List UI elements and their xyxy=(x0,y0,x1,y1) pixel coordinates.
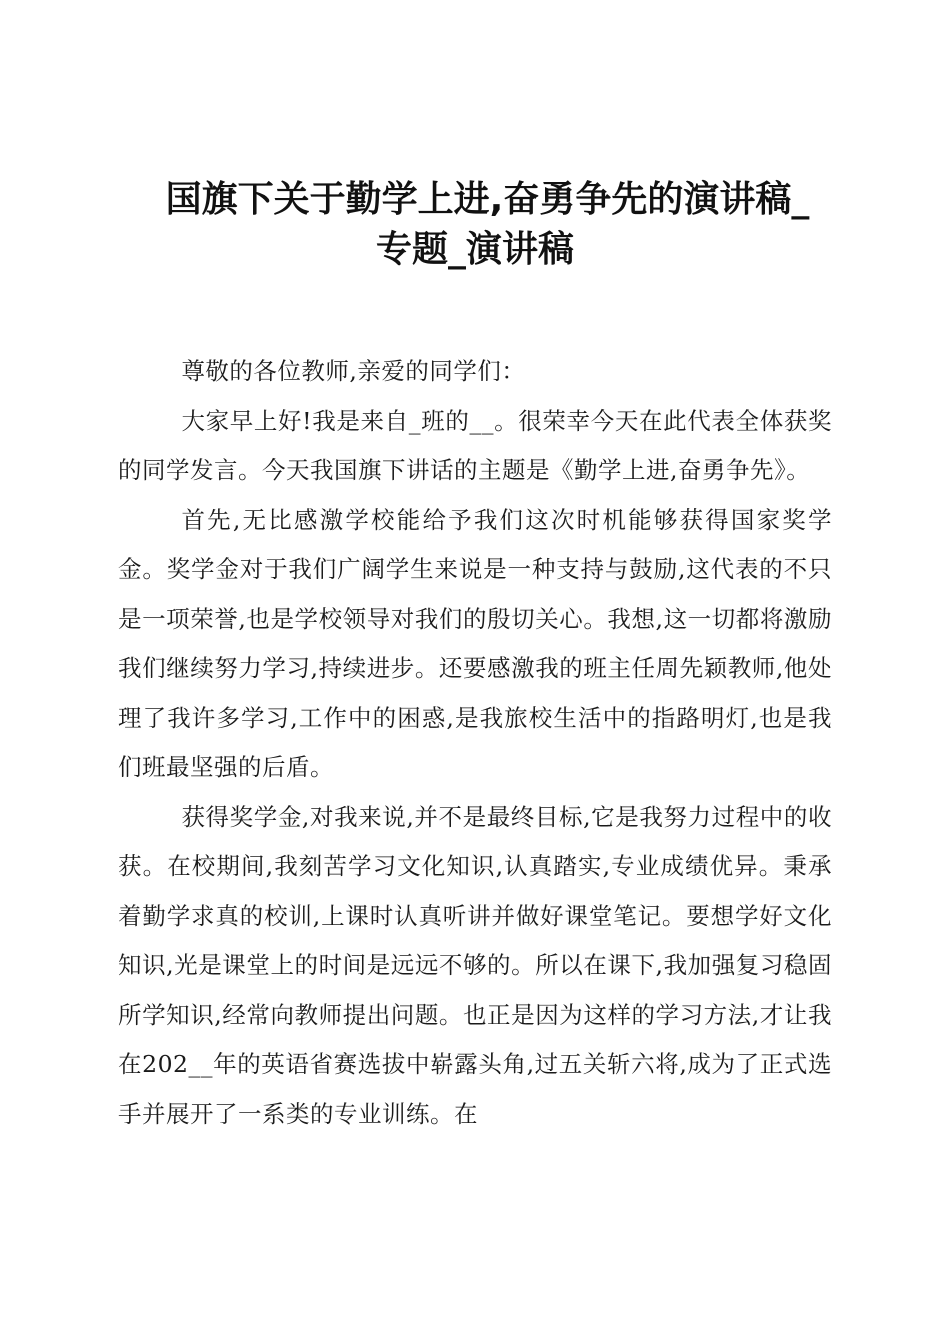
body-paragraph: 获得奖学金,对我来说,并不是最终目标,它是我努力过程中的收获。在校期间,我刻苦学习文化知识,认真踏实,专业成绩优异。秉承着勤学求真的校训,上课时认真听讲并做好课堂笔记。要想学好文化知识,光是课堂上的时间是远远不够的。所以在课下,我加强复习稳固所学知识,经常向教师提出问题。也正是因为这样的学习方法,才让我在202__年的英语省赛选拔中崭露头角,过五关斩六将,成为了正式选手并展开了一系类的专业训练。在 xyxy=(118,802,832,1128)
document-title-line-1: 国旗下关于勤学上进,奋勇争先的演讲稿_ xyxy=(165,179,810,220)
document-body xyxy=(118,347,832,1139)
body-paragraph: 大家早上好!我是来自_班的__。很荣幸今天在此代表全体获奖的同学发言。今天我国旗下讲话的主题是《勤学上进,奋勇争先》。 xyxy=(118,406,832,484)
salutation-paragraph: 尊敬的各位教师,亲爱的同学们： xyxy=(181,357,526,385)
body-paragraph: 首先,无比感激学校能给予我们这次时机能够获得国家奖学金。奖学金对于我们广阔学生来说是一种支持与鼓励,这代表的不只是一项荣誉,也是学校领导对我们的殷切关心。我想,这一切都将激励我们继续努力学习,持续进步。还要感激我的班主任周先颖教师,他处理了我许多学习,工作中的困惑,是我旅校生活中的指路明灯,也是我们班最坚强的后盾。 xyxy=(118,505,832,781)
document-title-line-2: 专题_演讲稿 xyxy=(375,229,574,270)
